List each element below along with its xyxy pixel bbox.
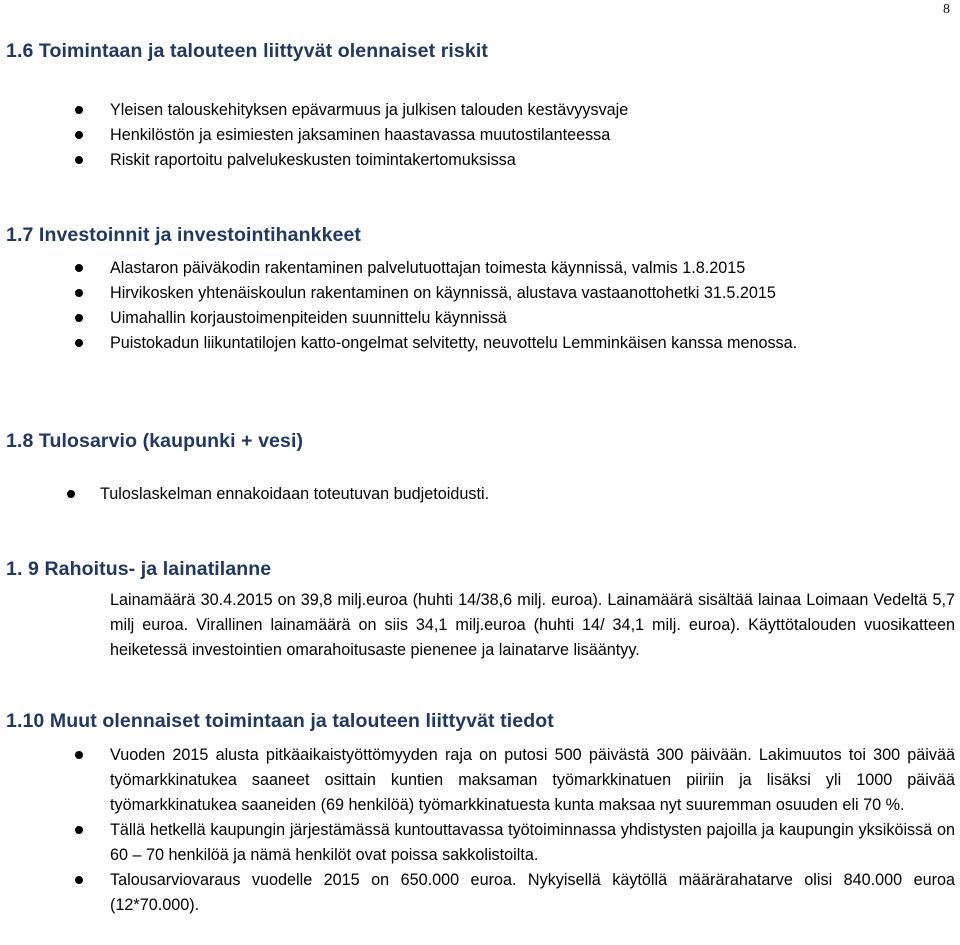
section-heading-1-7: 1.7 Investoinnit ja investointihankkeet bbox=[6, 224, 361, 246]
bullet-icon bbox=[75, 826, 83, 834]
bullet-icon bbox=[75, 339, 83, 347]
list-item: Uimahallin korjaustoimenpiteiden suunnittelu käynnissä bbox=[110, 306, 930, 331]
list-item: Hirvikosken yhtenäiskoulun rakentaminen on käynnissä, alustava vastaanottohetki 31.5.2015 bbox=[110, 281, 930, 306]
list-item: Riskit raportoitu palvelukeskusten toimintakertomuksissa bbox=[110, 148, 930, 173]
list-item: Vuoden 2015 alusta pitkäaikaistyöttömyyden raja on putosi 500 päivästä 300 päivään. Lakimuutos toi 300 päivää työmarkkinatukea saaneet osittain kuntien maksaman työmarkkinatuen piiriin ja lisäksi yli 1000 päivää työmarkkinatukea saaneiden (69 henkilöä) työmarkkinatuesta kunta maksaa nyt suuremman osuuden eli 70 %. bbox=[110, 743, 955, 818]
list-item: Yleisen talouskehityksen epävarmuus ja julkisen talouden kestävyysvaje bbox=[110, 98, 930, 123]
bullet-icon bbox=[75, 876, 83, 884]
list-item: Tuloslaskelman ennakoidaan toteutuvan budjetoidusti. bbox=[100, 482, 930, 507]
bullet-icon bbox=[75, 131, 83, 139]
risk-list bbox=[110, 98, 930, 173]
budget-list bbox=[100, 482, 930, 507]
list-item: Henkilöstön ja esimiesten jaksaminen haastavassa muutostilanteessa bbox=[110, 123, 930, 148]
bullet-icon bbox=[75, 751, 83, 759]
bullet-icon bbox=[75, 106, 83, 114]
financing-paragraph: Lainamäärä 30.4.2015 on 39,8 milj.euroa (huhti 14/38,6 milj. euroa). Lainamäärä sisältää lainaa Loimaan Vedeltä 5,7 milj euroa. Virallinen lainamäärä on siis 34,1 milj.euroa (huhti 14/ 34,1 milj. euroa). Käyttötalouden vuosikatteen heiketessä investointien omarahoitusaste pienenee ja lainatarve lisääntyy. bbox=[110, 591, 955, 659]
section-heading-1-10: 1.10 Muut olennaiset toimintaan ja talouteen liittyvät tiedot bbox=[6, 710, 554, 732]
bullet-icon bbox=[75, 289, 83, 297]
bullet-icon bbox=[75, 314, 83, 322]
investment-list bbox=[110, 256, 930, 356]
section-heading-1-6: 1.6 Toimintaan ja talouteen liittyvät olennaiset riskit bbox=[6, 40, 488, 62]
list-item: Puistokadun liikuntatilojen katto-ongelmat selvitetty, neuvottelu Lemminkäisen kanssa menossa. bbox=[110, 331, 930, 356]
page-number: 8 bbox=[943, 2, 950, 17]
section-heading-1-8: 1.8 Tulosarvio (kaupunki + vesi) bbox=[6, 430, 304, 452]
bullet-icon bbox=[67, 490, 75, 498]
list-item: Alastaron päiväkodin rakentaminen palvelutuottajan toimesta käynnissä, valmis 1.8.2015 bbox=[110, 256, 930, 281]
section-heading-1-9: 1. 9 Rahoitus- ja lainatilanne bbox=[6, 558, 272, 580]
bullet-icon bbox=[75, 156, 83, 164]
list-item: Tällä hetkellä kaupungin järjestämässä kuntouttavassa työtoiminnassa yhdistysten pajoilla ja kaupungin yksiköissä on 60 – 70 henkilöä ja nämä henkilöt ovat poissa sakkolistoilta. bbox=[110, 818, 955, 868]
bullet-icon bbox=[75, 264, 83, 272]
list-item: Talousarviovaraus vuodelle 2015 on 650.000 euroa. Nykyisellä käytöllä määrärahatarve olisi 840.000 euroa (12*70.000). bbox=[110, 868, 955, 918]
other-info-list bbox=[110, 743, 955, 918]
